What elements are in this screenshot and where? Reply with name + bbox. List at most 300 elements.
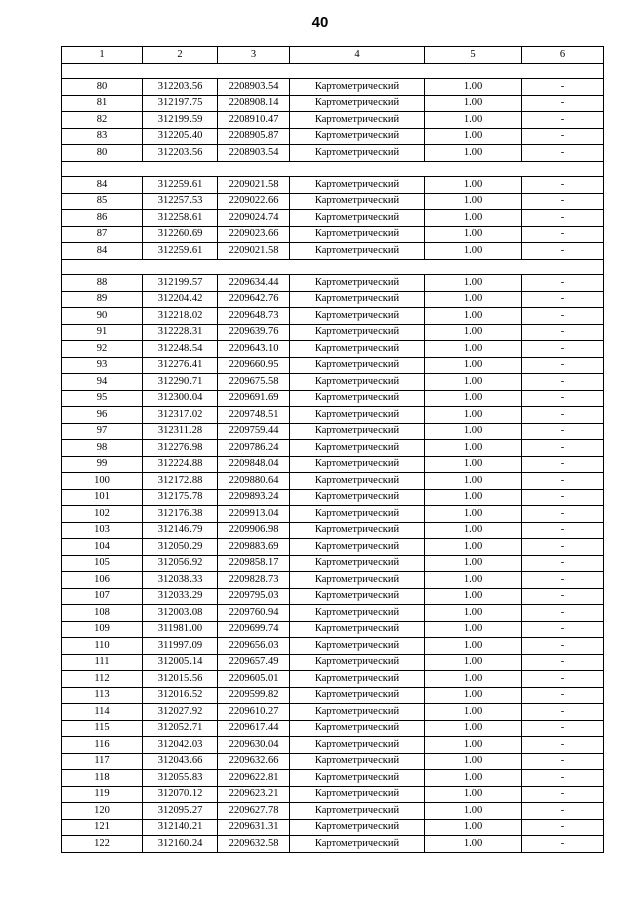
accuracy-cell: 1.00 xyxy=(425,456,522,473)
point-number-cell: 121 xyxy=(62,819,143,836)
table-row-separator xyxy=(62,63,604,79)
method-cell: Картометрический xyxy=(290,95,425,112)
table-row xyxy=(62,390,604,407)
note-cell: - xyxy=(522,704,604,721)
x-coordinate-cell: 312003.08 xyxy=(143,605,218,622)
table-row xyxy=(62,226,604,243)
table-row xyxy=(62,687,604,704)
table-row xyxy=(62,440,604,457)
x-coordinate-cell: 312055.83 xyxy=(143,770,218,787)
point-number-cell: 100 xyxy=(62,473,143,490)
y-coordinate-cell: 2209786.24 xyxy=(218,440,290,457)
point-number-cell: 84 xyxy=(62,177,143,194)
y-coordinate-cell: 2209632.58 xyxy=(218,836,290,853)
method-cell: Картометрический xyxy=(290,786,425,803)
y-coordinate-cell: 2209699.74 xyxy=(218,621,290,638)
x-coordinate-cell: 312248.54 xyxy=(143,341,218,358)
point-number-cell: 93 xyxy=(62,357,143,374)
method-cell: Картометрический xyxy=(290,275,425,292)
accuracy-cell: 1.00 xyxy=(425,539,522,556)
note-cell: - xyxy=(522,95,604,112)
note-cell: - xyxy=(522,753,604,770)
accuracy-cell: 1.00 xyxy=(425,341,522,358)
note-cell: - xyxy=(522,243,604,260)
point-number-cell: 101 xyxy=(62,489,143,506)
y-coordinate-cell: 2209021.58 xyxy=(218,243,290,260)
table-row xyxy=(62,588,604,605)
accuracy-cell: 1.00 xyxy=(425,654,522,671)
header-cell-5: 5 xyxy=(425,47,522,64)
note-cell: - xyxy=(522,341,604,358)
method-cell: Картометрический xyxy=(290,555,425,572)
y-coordinate-cell: 2209906.98 xyxy=(218,522,290,539)
x-coordinate-cell: 312197.75 xyxy=(143,95,218,112)
table-row xyxy=(62,308,604,325)
method-cell: Картометрический xyxy=(290,324,425,341)
x-coordinate-cell: 312300.04 xyxy=(143,390,218,407)
method-cell: Картометрический xyxy=(290,819,425,836)
point-number-cell: 81 xyxy=(62,95,143,112)
table-row xyxy=(62,291,604,308)
x-coordinate-cell: 312259.61 xyxy=(143,177,218,194)
accuracy-cell: 1.00 xyxy=(425,489,522,506)
table-row xyxy=(62,572,604,589)
method-cell: Картометрический xyxy=(290,291,425,308)
note-cell: - xyxy=(522,473,604,490)
x-coordinate-cell: 312205.40 xyxy=(143,128,218,145)
method-cell: Картометрический xyxy=(290,720,425,737)
accuracy-cell: 1.00 xyxy=(425,720,522,737)
point-number-cell: 91 xyxy=(62,324,143,341)
page-number: 40 xyxy=(311,14,329,31)
method-cell: Картометрический xyxy=(290,390,425,407)
separator-cell xyxy=(62,63,604,79)
accuracy-cell: 1.00 xyxy=(425,753,522,770)
note-cell: - xyxy=(522,423,604,440)
x-coordinate-cell: 312228.31 xyxy=(143,324,218,341)
note-cell: - xyxy=(522,128,604,145)
x-coordinate-cell: 312172.88 xyxy=(143,473,218,490)
y-coordinate-cell: 2209648.73 xyxy=(218,308,290,325)
point-number-cell: 110 xyxy=(62,638,143,655)
accuracy-cell: 1.00 xyxy=(425,836,522,853)
y-coordinate-cell: 2208903.54 xyxy=(218,145,290,162)
point-number-cell: 111 xyxy=(62,654,143,671)
method-cell: Картометрический xyxy=(290,177,425,194)
method-cell: Картометрический xyxy=(290,671,425,688)
accuracy-cell: 1.00 xyxy=(425,226,522,243)
method-cell: Картометрический xyxy=(290,79,425,96)
note-cell: - xyxy=(522,79,604,96)
point-number-cell: 90 xyxy=(62,308,143,325)
y-coordinate-cell: 2209691.69 xyxy=(218,390,290,407)
method-cell: Картометрический xyxy=(290,539,425,556)
header-row xyxy=(62,47,604,64)
method-cell: Картометрический xyxy=(290,704,425,721)
point-number-cell: 88 xyxy=(62,275,143,292)
table-row xyxy=(62,374,604,391)
accuracy-cell: 1.00 xyxy=(425,407,522,424)
y-coordinate-cell: 2209021.58 xyxy=(218,177,290,194)
header-cell-3: 3 xyxy=(218,47,290,64)
x-coordinate-cell: 311981.00 xyxy=(143,621,218,638)
y-coordinate-cell: 2209023.66 xyxy=(218,226,290,243)
note-cell: - xyxy=(522,687,604,704)
y-coordinate-cell: 2209642.76 xyxy=(218,291,290,308)
x-coordinate-cell: 312015.56 xyxy=(143,671,218,688)
point-number-cell: 108 xyxy=(62,605,143,622)
table-row xyxy=(62,357,604,374)
point-number-cell: 80 xyxy=(62,145,143,162)
note-cell: - xyxy=(522,226,604,243)
accuracy-cell: 1.00 xyxy=(425,803,522,820)
point-number-cell: 89 xyxy=(62,291,143,308)
note-cell: - xyxy=(522,605,604,622)
accuracy-cell: 1.00 xyxy=(425,423,522,440)
note-cell: - xyxy=(522,786,604,803)
accuracy-cell: 1.00 xyxy=(425,605,522,622)
accuracy-cell: 1.00 xyxy=(425,704,522,721)
point-number-cell: 106 xyxy=(62,572,143,589)
x-coordinate-cell: 312176.38 xyxy=(143,506,218,523)
method-cell: Картометрический xyxy=(290,506,425,523)
note-cell: - xyxy=(522,357,604,374)
table-row xyxy=(62,79,604,96)
method-cell: Картометрический xyxy=(290,621,425,638)
x-coordinate-cell: 312146.79 xyxy=(143,522,218,539)
note-cell: - xyxy=(522,112,604,129)
table-row xyxy=(62,341,604,358)
y-coordinate-cell: 2208908.14 xyxy=(218,95,290,112)
table-row xyxy=(62,786,604,803)
accuracy-cell: 1.00 xyxy=(425,786,522,803)
y-coordinate-cell: 2209022.66 xyxy=(218,193,290,210)
accuracy-cell: 1.00 xyxy=(425,374,522,391)
note-cell: - xyxy=(522,390,604,407)
y-coordinate-cell: 2209643.10 xyxy=(218,341,290,358)
method-cell: Картометрический xyxy=(290,605,425,622)
note-cell: - xyxy=(522,522,604,539)
table-row xyxy=(62,605,604,622)
header-cell-4: 4 xyxy=(290,47,425,64)
accuracy-cell: 1.00 xyxy=(425,210,522,227)
note-cell: - xyxy=(522,193,604,210)
table-row xyxy=(62,753,604,770)
y-coordinate-cell: 2209759.44 xyxy=(218,423,290,440)
table-row xyxy=(62,770,604,787)
x-coordinate-cell: 312033.29 xyxy=(143,588,218,605)
method-cell: Картометрический xyxy=(290,407,425,424)
point-number-cell: 87 xyxy=(62,226,143,243)
method-cell: Картометрический xyxy=(290,572,425,589)
x-coordinate-cell: 312052.71 xyxy=(143,720,218,737)
separator-cell xyxy=(62,259,604,275)
method-cell: Картометрический xyxy=(290,308,425,325)
note-cell: - xyxy=(522,489,604,506)
note-cell: - xyxy=(522,770,604,787)
x-coordinate-cell: 312016.52 xyxy=(143,687,218,704)
table-row xyxy=(62,193,604,210)
y-coordinate-cell: 2209632.66 xyxy=(218,753,290,770)
point-number-cell: 119 xyxy=(62,786,143,803)
point-number-cell: 118 xyxy=(62,770,143,787)
accuracy-cell: 1.00 xyxy=(425,572,522,589)
x-coordinate-cell: 312203.56 xyxy=(143,79,218,96)
y-coordinate-cell: 2209599.82 xyxy=(218,687,290,704)
table-row xyxy=(62,275,604,292)
table-row xyxy=(62,539,604,556)
x-coordinate-cell: 312095.27 xyxy=(143,803,218,820)
x-coordinate-cell: 312050.29 xyxy=(143,539,218,556)
note-cell: - xyxy=(522,456,604,473)
y-coordinate-cell: 2209828.73 xyxy=(218,572,290,589)
x-coordinate-cell: 312027.92 xyxy=(143,704,218,721)
x-coordinate-cell: 312276.98 xyxy=(143,440,218,457)
point-number-cell: 102 xyxy=(62,506,143,523)
y-coordinate-cell: 2208905.87 xyxy=(218,128,290,145)
note-cell: - xyxy=(522,836,604,853)
note-cell: - xyxy=(522,145,604,162)
point-number-cell: 114 xyxy=(62,704,143,721)
note-cell: - xyxy=(522,654,604,671)
y-coordinate-cell: 2209848.04 xyxy=(218,456,290,473)
x-coordinate-cell: 311997.09 xyxy=(143,638,218,655)
y-coordinate-cell: 2209656.03 xyxy=(218,638,290,655)
table-row xyxy=(62,489,604,506)
accuracy-cell: 1.00 xyxy=(425,671,522,688)
x-coordinate-cell: 312056.92 xyxy=(143,555,218,572)
note-cell: - xyxy=(522,588,604,605)
table-row xyxy=(62,737,604,754)
point-number-cell: 117 xyxy=(62,753,143,770)
point-number-cell: 98 xyxy=(62,440,143,457)
x-coordinate-cell: 312260.69 xyxy=(143,226,218,243)
point-number-cell: 99 xyxy=(62,456,143,473)
method-cell: Картометрический xyxy=(290,193,425,210)
table-row xyxy=(62,177,604,194)
point-number-cell: 103 xyxy=(62,522,143,539)
table-row xyxy=(62,145,604,162)
accuracy-cell: 1.00 xyxy=(425,243,522,260)
y-coordinate-cell: 2209631.31 xyxy=(218,819,290,836)
table-row xyxy=(62,456,604,473)
x-coordinate-cell: 312218.02 xyxy=(143,308,218,325)
point-number-cell: 109 xyxy=(62,621,143,638)
x-coordinate-cell: 312290.71 xyxy=(143,374,218,391)
note-cell: - xyxy=(522,374,604,391)
point-number-cell: 95 xyxy=(62,390,143,407)
note-cell: - xyxy=(522,291,604,308)
y-coordinate-cell: 2209748.51 xyxy=(218,407,290,424)
accuracy-cell: 1.00 xyxy=(425,506,522,523)
note-cell: - xyxy=(522,440,604,457)
method-cell: Картометрический xyxy=(290,654,425,671)
note-cell: - xyxy=(522,572,604,589)
method-cell: Картометрический xyxy=(290,243,425,260)
accuracy-cell: 1.00 xyxy=(425,95,522,112)
table-row xyxy=(62,423,604,440)
table-row xyxy=(62,210,604,227)
table-row-separator xyxy=(62,259,604,275)
point-number-cell: 85 xyxy=(62,193,143,210)
method-cell: Картометрический xyxy=(290,770,425,787)
y-coordinate-cell: 2209622.81 xyxy=(218,770,290,787)
x-coordinate-cell: 312311.28 xyxy=(143,423,218,440)
point-number-cell: 83 xyxy=(62,128,143,145)
y-coordinate-cell: 2208903.54 xyxy=(218,79,290,96)
table-row xyxy=(62,95,604,112)
accuracy-cell: 1.00 xyxy=(425,291,522,308)
table-row xyxy=(62,704,604,721)
y-coordinate-cell: 2209675.58 xyxy=(218,374,290,391)
method-cell: Картометрический xyxy=(290,753,425,770)
note-cell: - xyxy=(522,308,604,325)
table-row xyxy=(62,324,604,341)
table-row xyxy=(62,243,604,260)
x-coordinate-cell: 312043.66 xyxy=(143,753,218,770)
y-coordinate-cell: 2209610.27 xyxy=(218,704,290,721)
accuracy-cell: 1.00 xyxy=(425,79,522,96)
separator-cell xyxy=(62,161,604,177)
accuracy-cell: 1.00 xyxy=(425,112,522,129)
note-cell: - xyxy=(522,177,604,194)
note-cell: - xyxy=(522,671,604,688)
method-cell: Картометрический xyxy=(290,423,425,440)
accuracy-cell: 1.00 xyxy=(425,390,522,407)
accuracy-cell: 1.00 xyxy=(425,770,522,787)
y-coordinate-cell: 2208910.47 xyxy=(218,112,290,129)
table-header xyxy=(62,47,604,64)
table-row xyxy=(62,522,604,539)
coordinates-table xyxy=(61,46,604,853)
point-number-cell: 84 xyxy=(62,243,143,260)
header-cell-6: 6 xyxy=(522,47,604,64)
x-coordinate-cell: 312203.56 xyxy=(143,145,218,162)
note-cell: - xyxy=(522,275,604,292)
note-cell: - xyxy=(522,407,604,424)
note-cell: - xyxy=(522,506,604,523)
point-number-cell: 122 xyxy=(62,836,143,853)
x-coordinate-cell: 312070.12 xyxy=(143,786,218,803)
method-cell: Картометрический xyxy=(290,737,425,754)
y-coordinate-cell: 2209627.78 xyxy=(218,803,290,820)
y-coordinate-cell: 2209657.49 xyxy=(218,654,290,671)
y-coordinate-cell: 2209880.64 xyxy=(218,473,290,490)
table-row xyxy=(62,654,604,671)
point-number-cell: 92 xyxy=(62,341,143,358)
method-cell: Картометрический xyxy=(290,112,425,129)
x-coordinate-cell: 312175.78 xyxy=(143,489,218,506)
point-number-cell: 105 xyxy=(62,555,143,572)
method-cell: Картометрический xyxy=(290,341,425,358)
accuracy-cell: 1.00 xyxy=(425,275,522,292)
y-coordinate-cell: 2209024.74 xyxy=(218,210,290,227)
accuracy-cell: 1.00 xyxy=(425,737,522,754)
note-cell: - xyxy=(522,720,604,737)
y-coordinate-cell: 2209630.04 xyxy=(218,737,290,754)
method-cell: Картометрический xyxy=(290,803,425,820)
y-coordinate-cell: 2209893.24 xyxy=(218,489,290,506)
table-row xyxy=(62,638,604,655)
method-cell: Картометрический xyxy=(290,588,425,605)
method-cell: Картометрический xyxy=(290,638,425,655)
x-coordinate-cell: 312140.21 xyxy=(143,819,218,836)
y-coordinate-cell: 2209883.69 xyxy=(218,539,290,556)
accuracy-cell: 1.00 xyxy=(425,145,522,162)
accuracy-cell: 1.00 xyxy=(425,193,522,210)
x-coordinate-cell: 312204.42 xyxy=(143,291,218,308)
y-coordinate-cell: 2209858.17 xyxy=(218,555,290,572)
method-cell: Картометрический xyxy=(290,374,425,391)
x-coordinate-cell: 312005.14 xyxy=(143,654,218,671)
method-cell: Картометрический xyxy=(290,128,425,145)
accuracy-cell: 1.00 xyxy=(425,687,522,704)
table-row xyxy=(62,407,604,424)
table-row xyxy=(62,506,604,523)
y-coordinate-cell: 2209623.21 xyxy=(218,786,290,803)
table-row xyxy=(62,112,604,129)
table-row xyxy=(62,555,604,572)
method-cell: Картометрический xyxy=(290,145,425,162)
table-row xyxy=(62,836,604,853)
note-cell: - xyxy=(522,819,604,836)
note-cell: - xyxy=(522,555,604,572)
note-cell: - xyxy=(522,737,604,754)
table-row xyxy=(62,128,604,145)
y-coordinate-cell: 2209913.04 xyxy=(218,506,290,523)
method-cell: Картометрический xyxy=(290,522,425,539)
method-cell: Картометрический xyxy=(290,836,425,853)
note-cell: - xyxy=(522,638,604,655)
point-number-cell: 112 xyxy=(62,671,143,688)
accuracy-cell: 1.00 xyxy=(425,473,522,490)
point-number-cell: 113 xyxy=(62,687,143,704)
table-body xyxy=(62,63,604,852)
x-coordinate-cell: 312257.53 xyxy=(143,193,218,210)
point-number-cell: 82 xyxy=(62,112,143,129)
table-row xyxy=(62,803,604,820)
table-row xyxy=(62,819,604,836)
accuracy-cell: 1.00 xyxy=(425,177,522,194)
x-coordinate-cell: 312224.88 xyxy=(143,456,218,473)
point-number-cell: 107 xyxy=(62,588,143,605)
table-row-separator xyxy=(62,161,604,177)
header-cell-1: 1 xyxy=(62,47,143,64)
method-cell: Картометрический xyxy=(290,489,425,506)
note-cell: - xyxy=(522,210,604,227)
accuracy-cell: 1.00 xyxy=(425,638,522,655)
x-coordinate-cell: 312160.24 xyxy=(143,836,218,853)
y-coordinate-cell: 2209617.44 xyxy=(218,720,290,737)
accuracy-cell: 1.00 xyxy=(425,324,522,341)
accuracy-cell: 1.00 xyxy=(425,522,522,539)
accuracy-cell: 1.00 xyxy=(425,357,522,374)
table-row xyxy=(62,621,604,638)
y-coordinate-cell: 2209660.95 xyxy=(218,357,290,374)
x-coordinate-cell: 312258.61 xyxy=(143,210,218,227)
note-cell: - xyxy=(522,324,604,341)
x-coordinate-cell: 312317.02 xyxy=(143,407,218,424)
method-cell: Картометрический xyxy=(290,687,425,704)
point-number-cell: 94 xyxy=(62,374,143,391)
accuracy-cell: 1.00 xyxy=(425,128,522,145)
accuracy-cell: 1.00 xyxy=(425,308,522,325)
y-coordinate-cell: 2209639.76 xyxy=(218,324,290,341)
method-cell: Картометрический xyxy=(290,357,425,374)
method-cell: Картометрический xyxy=(290,440,425,457)
method-cell: Картометрический xyxy=(290,473,425,490)
y-coordinate-cell: 2209760.94 xyxy=(218,605,290,622)
